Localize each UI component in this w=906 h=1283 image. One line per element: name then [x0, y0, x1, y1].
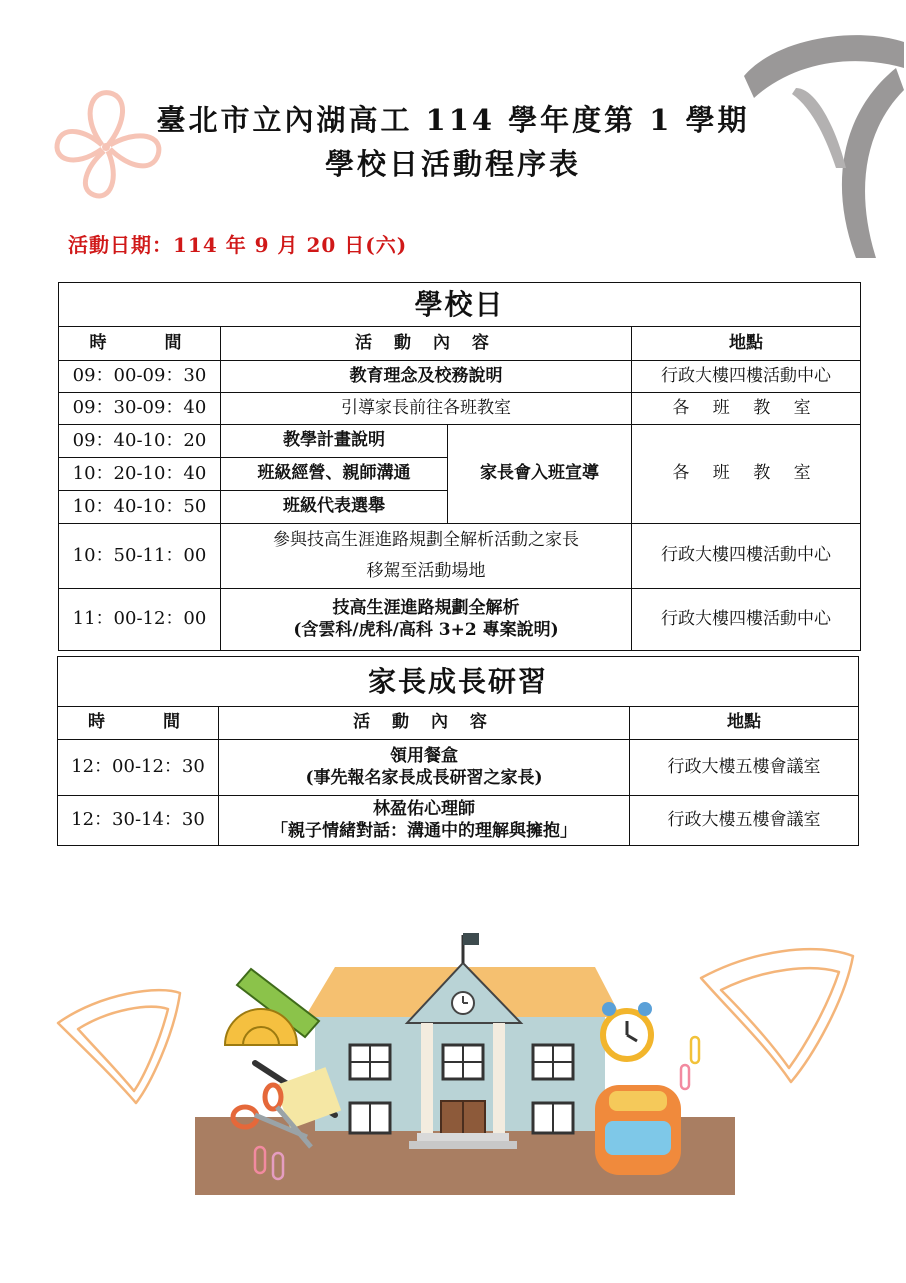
school-building-icon — [195, 925, 735, 1195]
place-cell: 行政大樓五樓會議室 — [630, 740, 859, 796]
table-row — [58, 796, 859, 846]
time-cell: 12：00-12：30 — [58, 740, 219, 796]
time-cell: 11：00-12：00 — [59, 589, 221, 651]
merged-content-cell: 家長會入班宣導 — [448, 425, 632, 524]
content-line: 移駕至活動場地 — [366, 561, 486, 581]
header-content: 活 動 內 容 — [221, 327, 632, 361]
section-title-parent-growth: 家長成長研習 — [58, 657, 859, 707]
place-cell: 行政大樓五樓會議室 — [630, 796, 859, 846]
school-day-table — [58, 282, 861, 651]
content-line: 領用餐盒 — [390, 746, 458, 767]
place-cell: 行政大樓四樓活動中心 — [632, 524, 861, 589]
time-cell: 09：30-09：40 — [59, 393, 221, 425]
header-place: 地點 — [632, 327, 861, 361]
event-date: 活動日期：114 年 9 月 20 日(六) — [68, 233, 408, 257]
content-cell: 班級經營、親師溝通 — [221, 458, 448, 491]
parent-growth-table — [57, 656, 859, 846]
time-cell: 12：30-14：30 — [58, 796, 219, 846]
content-line: 「親子情緒對話：溝通中的理解與擁抱」 — [271, 820, 577, 841]
flag-icon — [463, 933, 479, 945]
content-line: 技高生涯進路規劃全解析 — [332, 598, 520, 619]
content-cell — [219, 796, 630, 846]
content-cell — [219, 740, 630, 796]
place-cell: 行政大樓四樓活動中心 — [632, 361, 861, 393]
time-cell: 09：00-09：30 — [59, 361, 221, 393]
place-cell: 行政大樓四樓活動中心 — [632, 589, 861, 651]
page-subtitle: 學校日活動程序表 — [324, 147, 581, 181]
header-time: 時 間 — [59, 327, 221, 361]
time-cell: 10：20-10：40 — [59, 458, 221, 491]
table-row — [59, 393, 861, 425]
header-place: 地點 — [630, 707, 859, 740]
table-row — [58, 740, 859, 796]
table-row — [59, 425, 861, 458]
content-cell: 教育理念及校務說明 — [221, 361, 632, 393]
time-cell: 09：40-10：20 — [59, 425, 221, 458]
content-cell: 班級代表選舉 — [221, 491, 448, 524]
table-row — [59, 589, 861, 651]
backpack-icon — [595, 1085, 681, 1175]
content-line: (含雲科/虎科/高科 3+2 專案說明) — [293, 619, 559, 640]
table-row — [59, 361, 861, 393]
table-row — [59, 524, 861, 589]
content-line: 林盈佑心理師 — [373, 799, 475, 820]
header-content: 活 動 內 容 — [219, 707, 630, 740]
content-cell: 教學計畫說明 — [221, 425, 448, 458]
content-cell — [221, 524, 632, 589]
content-cell: 引導家長前往各班教室 — [221, 393, 632, 425]
triangle-doodle-icon — [50, 985, 190, 1110]
time-cell: 10：40-10：50 — [59, 491, 221, 524]
page-title: 臺北市立內湖高工 114 學年度第 1 學期 — [156, 103, 750, 137]
section-title-school-day: 學校日 — [59, 283, 861, 327]
content-line: (事先報名家長成長研習之家長) — [305, 767, 543, 788]
header-time: 時 間 — [58, 707, 219, 740]
alarm-clock-icon — [602, 1002, 652, 1059]
merged-place-cell: 各 班 教 室 — [632, 425, 861, 524]
content-cell — [221, 589, 632, 651]
content-line: 參與技高生涯進路規劃全解析活動之家長 — [273, 530, 579, 550]
time-cell: 10：50-11：00 — [59, 524, 221, 589]
place-cell: 各 班 教 室 — [632, 393, 861, 425]
